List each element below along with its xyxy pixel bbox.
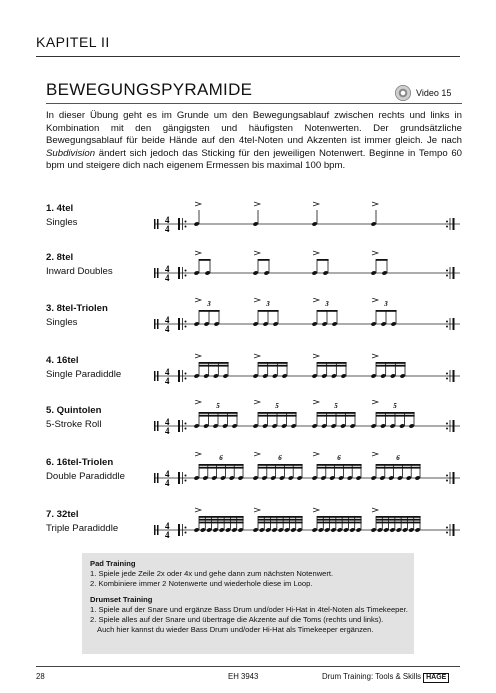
accent-mark bbox=[372, 400, 378, 404]
time-signature-top: 4 bbox=[165, 215, 170, 225]
notation-staff bbox=[148, 247, 468, 287]
percussion-clef bbox=[154, 219, 156, 229]
beam bbox=[317, 522, 362, 524]
time-signature-bottom: 4 bbox=[165, 273, 170, 283]
accent-mark bbox=[195, 251, 201, 255]
repeat-dot bbox=[446, 480, 448, 482]
time-signature-bottom: 4 bbox=[165, 426, 170, 436]
video-label: Video 15 bbox=[416, 88, 452, 98]
exercise-title: 4. 16tel bbox=[46, 355, 79, 366]
page-number: 28 bbox=[36, 672, 45, 681]
chapter-title: KAPITEL II bbox=[36, 34, 110, 50]
beam bbox=[258, 467, 303, 469]
beam bbox=[199, 522, 244, 524]
beam bbox=[258, 464, 303, 466]
chapter-divider bbox=[36, 56, 460, 57]
accent-mark bbox=[195, 400, 201, 404]
notation-staff bbox=[148, 452, 468, 492]
pad-training-item: 2. Kombiniere immer 2 Notenwerte und wiederhole diese im Loop. bbox=[90, 579, 313, 589]
repeat-start-thick bbox=[178, 524, 180, 536]
beam bbox=[376, 259, 388, 261]
beam bbox=[376, 412, 415, 414]
accent-mark bbox=[254, 400, 260, 404]
accent-mark bbox=[254, 298, 260, 302]
exercise-sticking: Inward Doubles bbox=[46, 266, 113, 277]
beam bbox=[258, 310, 279, 312]
intro-text bbox=[46, 110, 462, 173]
repeat-dot bbox=[185, 475, 187, 477]
beam bbox=[317, 259, 329, 261]
beam bbox=[376, 464, 421, 466]
exercise-7 bbox=[46, 509, 466, 545]
intro-part-2: ändert sich jedoch das Sticking für den jeweiligen Notenwert. Beginne in Tempo 60 bpm und steigere dich nach eigenem Ermessen bis maximal 100 bpm. bbox=[46, 147, 462, 172]
notation-staff bbox=[148, 400, 468, 440]
repeat-dot bbox=[446, 532, 448, 534]
repeat-start-thick bbox=[178, 218, 180, 230]
percussion-clef bbox=[154, 421, 156, 431]
beam bbox=[199, 310, 220, 312]
percussion-clef bbox=[154, 371, 156, 381]
time-signature-top: 4 bbox=[165, 469, 170, 479]
exercise-sticking: Triple Paradiddle bbox=[46, 523, 119, 534]
repeat-start-thick bbox=[178, 472, 180, 484]
beam bbox=[376, 415, 415, 417]
time-signature-bottom: 4 bbox=[165, 376, 170, 386]
time-signature-bottom: 4 bbox=[165, 224, 170, 234]
repeat-dot bbox=[185, 326, 187, 328]
exercise-sticking: Singles bbox=[46, 217, 78, 228]
beam bbox=[258, 259, 270, 261]
repeat-dot bbox=[185, 423, 187, 425]
beam bbox=[258, 412, 297, 414]
notation-staff bbox=[148, 350, 468, 390]
beam bbox=[317, 415, 356, 417]
beam bbox=[317, 516, 362, 518]
accent-mark bbox=[313, 251, 319, 255]
tuplet-number: 3 bbox=[266, 300, 270, 308]
beam bbox=[317, 365, 347, 367]
repeat-dot bbox=[446, 423, 448, 425]
accent-mark bbox=[313, 508, 319, 512]
accent-mark bbox=[372, 298, 378, 302]
accent-mark bbox=[195, 354, 201, 358]
accent-mark bbox=[254, 452, 260, 456]
beam bbox=[258, 365, 288, 367]
beam bbox=[376, 365, 406, 367]
beam bbox=[317, 519, 362, 521]
accent-mark bbox=[313, 400, 319, 404]
tuplet-number: 6 bbox=[396, 454, 400, 462]
percussion-clef bbox=[154, 473, 156, 483]
beam bbox=[258, 516, 303, 518]
pad-training-heading: Pad Training bbox=[90, 559, 136, 568]
time-signature-top: 4 bbox=[165, 521, 170, 531]
exercise-title: 7. 32tel bbox=[46, 509, 79, 520]
exercise-sticking: Single Paradiddle bbox=[46, 369, 122, 380]
accent-mark bbox=[372, 452, 378, 456]
catalog-code: EH 3943 bbox=[228, 672, 259, 681]
time-signature-bottom: 4 bbox=[165, 324, 170, 334]
repeat-dot bbox=[446, 270, 448, 272]
video-reference bbox=[395, 85, 451, 101]
repeat-dot bbox=[446, 321, 448, 323]
accent-mark bbox=[372, 508, 378, 512]
beam bbox=[199, 415, 238, 417]
exercise-title: 3. 8tel-Triolen bbox=[46, 303, 108, 314]
notation-staff bbox=[148, 504, 468, 544]
beam bbox=[317, 467, 362, 469]
training-panel bbox=[82, 553, 414, 654]
percussion-clef bbox=[154, 525, 156, 535]
drumset-training-item: 1. Spiele auf der Snare und ergänze Bass Drum und/oder Hi-Hat in 4tel-Noten als Timekeeper. bbox=[90, 604, 408, 614]
time-signature-top: 4 bbox=[165, 367, 170, 377]
exercise-sticking: Singles bbox=[46, 317, 78, 328]
tuplet-number: 5 bbox=[216, 402, 220, 410]
exercise-1 bbox=[46, 203, 466, 239]
exercise-5 bbox=[46, 402, 466, 441]
tuplet-number: 3 bbox=[384, 300, 388, 308]
beam bbox=[199, 467, 244, 469]
book-title-footer bbox=[322, 672, 449, 683]
accent-mark bbox=[254, 202, 260, 206]
section-divider bbox=[46, 103, 462, 104]
accent-mark bbox=[195, 452, 201, 456]
beam bbox=[258, 522, 303, 524]
accent-mark bbox=[313, 452, 319, 456]
time-signature-bottom: 4 bbox=[165, 530, 170, 540]
accent-mark bbox=[195, 298, 201, 302]
tuplet-number: 6 bbox=[219, 454, 223, 462]
beam bbox=[199, 464, 244, 466]
beam bbox=[376, 310, 397, 312]
repeat-dot bbox=[185, 532, 187, 534]
tuplet-number: 5 bbox=[393, 402, 397, 410]
beam bbox=[258, 415, 297, 417]
accent-mark bbox=[254, 251, 260, 255]
exercise-title: 2. 8tel bbox=[46, 252, 74, 263]
repeat-dot bbox=[446, 373, 448, 375]
repeat-dot bbox=[446, 378, 448, 380]
repeat-dot bbox=[185, 226, 187, 228]
repeat-start-thick bbox=[178, 420, 180, 432]
time-signature-top: 4 bbox=[165, 264, 170, 274]
accent-mark bbox=[254, 354, 260, 358]
beam bbox=[199, 412, 238, 414]
repeat-dot bbox=[446, 275, 448, 277]
repeat-end-thick bbox=[453, 420, 455, 432]
beam bbox=[376, 467, 421, 469]
exercise-3 bbox=[46, 300, 466, 339]
repeat-dot bbox=[185, 270, 187, 272]
percussion-clef bbox=[157, 421, 159, 431]
beam bbox=[376, 362, 406, 364]
tuplet-number: 6 bbox=[337, 454, 341, 462]
repeat-dot bbox=[185, 480, 187, 482]
percussion-clef bbox=[157, 319, 159, 329]
publisher-logo: HAGE bbox=[423, 673, 449, 683]
repeat-dot bbox=[185, 428, 187, 430]
cd-icon bbox=[395, 85, 411, 101]
repeat-dot bbox=[185, 373, 187, 375]
time-signature-top: 4 bbox=[165, 417, 170, 427]
repeat-end-thick bbox=[453, 267, 455, 279]
percussion-clef bbox=[157, 473, 159, 483]
exercise-6 bbox=[46, 454, 466, 493]
repeat-dot bbox=[446, 475, 448, 477]
percussion-clef bbox=[157, 371, 159, 381]
beam bbox=[258, 519, 303, 521]
exercise-sticking: 5-Stroke Roll bbox=[46, 419, 102, 430]
repeat-dot bbox=[446, 226, 448, 228]
percussion-clef bbox=[154, 268, 156, 278]
repeat-dot bbox=[185, 527, 187, 529]
accent-mark bbox=[195, 202, 201, 206]
repeat-dot bbox=[446, 527, 448, 529]
accent-mark bbox=[313, 202, 319, 206]
pad-training-item: 1. Spiele jede Zeile 2x oder 4x und gehe dann zum nächsten Notenwert. bbox=[90, 569, 334, 579]
beam bbox=[317, 310, 338, 312]
drumset-training-item: Auch hier kannst du wieder Bass Drum und/oder Hi-Hat als Timekeeper ergänzen. bbox=[97, 625, 374, 635]
tuplet-number: 3 bbox=[207, 300, 211, 308]
beam bbox=[199, 259, 211, 261]
repeat-dot bbox=[185, 275, 187, 277]
beam bbox=[376, 522, 421, 524]
beam bbox=[317, 412, 356, 414]
notation-staff bbox=[148, 298, 468, 338]
repeat-dot bbox=[185, 321, 187, 323]
beam bbox=[376, 519, 421, 521]
book-title: Drum Training: Tools & Skills bbox=[322, 672, 422, 681]
percussion-clef bbox=[157, 525, 159, 535]
beam bbox=[199, 365, 229, 367]
tuplet-number: 3 bbox=[325, 300, 329, 308]
repeat-dot bbox=[446, 428, 448, 430]
accent-mark bbox=[372, 251, 378, 255]
accent-mark bbox=[313, 298, 319, 302]
exercise-title: 6. 16tel-Triolen bbox=[46, 457, 114, 468]
exercise-2 bbox=[46, 252, 466, 288]
time-signature-top: 4 bbox=[165, 315, 170, 325]
footer-divider bbox=[36, 666, 460, 667]
section-title: BEWEGUNGSPYRAMIDE bbox=[46, 80, 253, 99]
repeat-start-thick bbox=[178, 318, 180, 330]
beam bbox=[376, 516, 421, 518]
percussion-clef bbox=[154, 319, 156, 329]
repeat-end-thick bbox=[453, 472, 455, 484]
repeat-dot bbox=[185, 221, 187, 223]
accent-mark bbox=[254, 508, 260, 512]
tuplet-number: 6 bbox=[278, 454, 282, 462]
beam bbox=[317, 362, 347, 364]
repeat-start-thick bbox=[178, 267, 180, 279]
repeat-end-thick bbox=[453, 218, 455, 230]
percussion-clef bbox=[157, 219, 159, 229]
beam bbox=[317, 464, 362, 466]
beam bbox=[258, 362, 288, 364]
exercise-4 bbox=[46, 355, 466, 391]
repeat-end-thick bbox=[453, 370, 455, 382]
intro-part-1: In dieser Übung geht es im Grunde um den Bewegungsablauf zwischen rechts und links in Kombination mit den gängigsten und häufigsten Notenwerten. Der grundsätzliche Bewegungsablauf für beide Hände auf den 4tel-Noten und Akzenten ist immer gleich. Je nach bbox=[46, 110, 462, 147]
repeat-start-thick bbox=[178, 370, 180, 382]
beam bbox=[199, 519, 244, 521]
percussion-clef bbox=[157, 268, 159, 278]
notation-staff bbox=[148, 198, 468, 238]
beam bbox=[199, 362, 229, 364]
accent-mark bbox=[313, 354, 319, 358]
drumset-training-heading: Drumset Training bbox=[90, 594, 153, 604]
exercise-sticking: Double Paradiddle bbox=[46, 471, 125, 482]
drumset-training-item: 2. Spiele alles auf der Snare und übertrage die Akzente auf die Toms (rechts und links). bbox=[90, 615, 384, 625]
accent-mark bbox=[372, 202, 378, 206]
exercise-title: 1. 4tel bbox=[46, 203, 74, 214]
intro-emphasis: Subdivision bbox=[46, 147, 96, 159]
exercise-title: 5. Quintolen bbox=[46, 405, 102, 416]
repeat-dot bbox=[446, 221, 448, 223]
beam bbox=[199, 516, 244, 518]
repeat-end-thick bbox=[453, 318, 455, 330]
time-signature-bottom: 4 bbox=[165, 478, 170, 488]
repeat-dot bbox=[185, 378, 187, 380]
repeat-dot bbox=[446, 326, 448, 328]
tuplet-number: 5 bbox=[334, 402, 338, 410]
repeat-end-thick bbox=[453, 524, 455, 536]
accent-mark bbox=[195, 508, 201, 512]
tuplet-number: 5 bbox=[275, 402, 279, 410]
accent-mark bbox=[372, 354, 378, 358]
